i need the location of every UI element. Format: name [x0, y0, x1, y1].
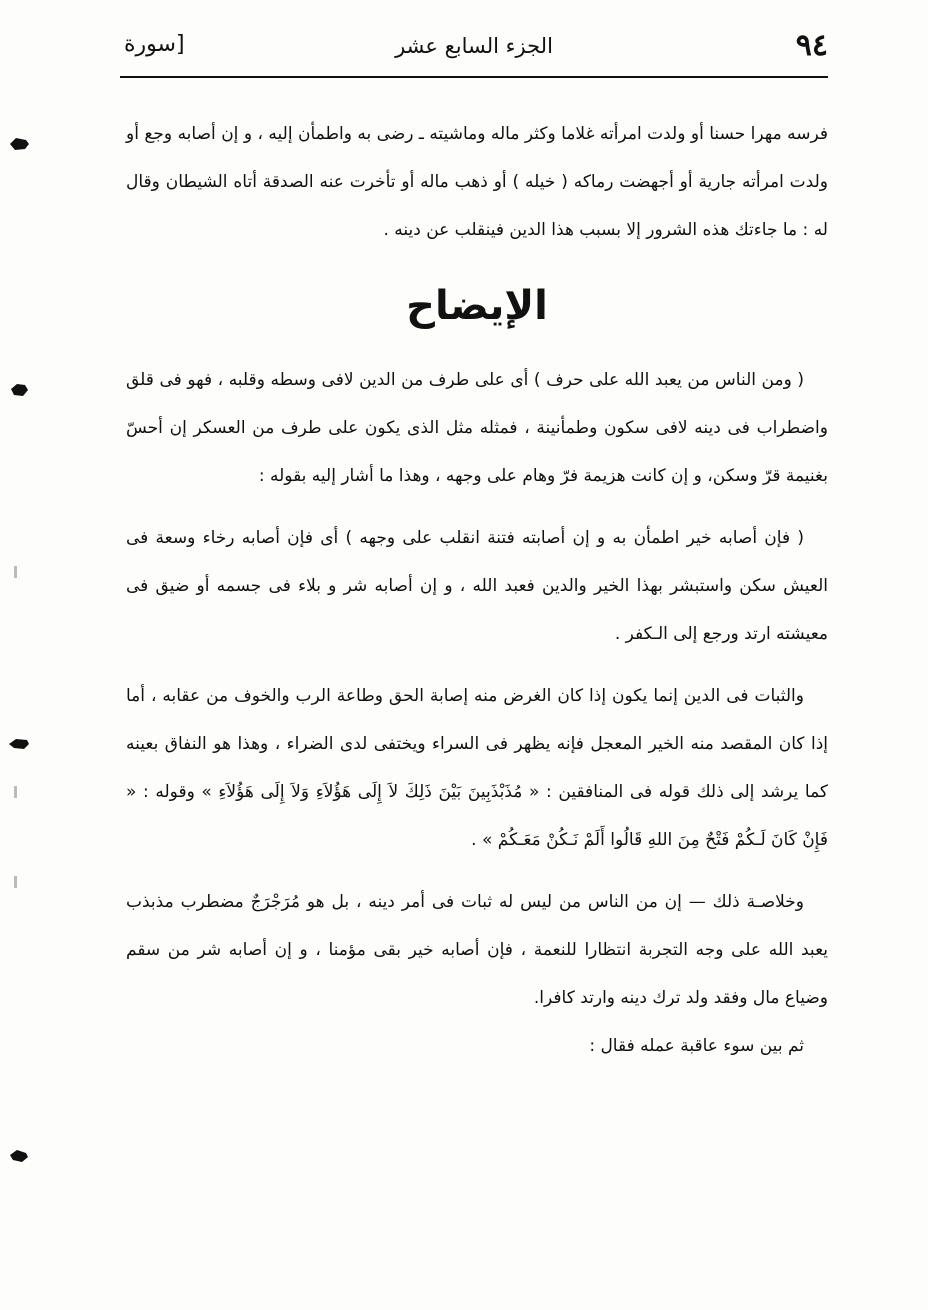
paragraph-intro: فرسه مهرا حسنا أو ولدت امرأته غلاما وكثر ماله وماشيته ـ رضى به واطمأن إليه ، و إن أصابه وجع أو ولدت امرأته جارية أو أجهضت رماكه ( خيله ) أو ذهب ماله أو تأخرت عنه الصدقة أتاه الشيطان وقال له : ما جاءتك هذه الشرور إلا بسبب هذا الدين فينقلب عن دينه . — [126, 124, 828, 240]
section-heading: الإيضاح — [406, 283, 548, 329]
paragraph-transition: ثم بين سوء عاقبة عمله فقال : — [589, 1036, 804, 1056]
binding-mark — [8, 1148, 30, 1164]
binding-mark — [8, 382, 30, 398]
page-header — [120, 26, 828, 80]
paragraph-verse-continuation: ( فإن أصابه خير اطمأن به و إن أصابته فتنة انقلب على وجهه ) أى فإن أصابه رخاء وسعة فى العيش سكن واستبشر بهذا الخير والدين فعبد الله ، و إن أصابه شر و بلاء فى جسمه أو ضيق فى معيشته ارتد ورجع إلى الـكفر . — [126, 528, 828, 644]
paragraph-steadfastness: والثبات فى الدين إنما يكون إذا كان الغرض منه إصابة الحق وطاعة الرب والخوف من عقابه ، أما إذا كان المقصد منه الخير المعجل فإنه يظهر فى السراء ويختفى لدى الضراء ، وهذا هو النفاق بعينه كما يرشد إلى ذلك قوله فى المنافقين : « مُذَبْذَبِينَ بَيْنَ ذَلِكَ لاَ إِلَى هَؤُلاَءِ وَلاَ إِلَى هَؤُلاَءِ » وقوله : « فَإِنْ كَانَ لَـكُمْ فَتْحٌ مِنَ اللهِ قَالُوا أَلَمْ نَـكُنْ مَعَـكُمْ » . — [126, 686, 828, 850]
page-body — [126, 110, 828, 1070]
running-title: الجزء السابع عشر — [395, 34, 553, 58]
header-rule — [120, 76, 828, 78]
binding-mark — [8, 736, 30, 752]
paragraph-summary: وخلاصـة ذلك — إن من الناس من ليس له ثبات فى أمر دينه ، بل هو مُرَجْرَجٌ مضطرب مذبذب يعبد الله على وجه التجربة انتظارا للنعمة ، فإن أصابه خير بقى مؤمنا ، و إن أصابه شر من سقم وضياع مال وفقد ولد ترك دينه وارتد كافرا. — [126, 892, 828, 1008]
scan-speck — [14, 786, 17, 798]
paragraph-gap — [126, 864, 828, 878]
page-number: ٩٤ — [795, 28, 828, 63]
paragraph-gap — [126, 500, 828, 514]
surah-label: [سورة — [124, 32, 185, 57]
paragraph-gap — [126, 658, 828, 672]
binding-mark — [8, 136, 30, 152]
paragraph-verse-explanation: ( ومن الناس من يعبد الله على حرف ) أى على طرف من الدين لافى وسطه وقلبه ، فهو فى قلق واضطراب فى دينه لافى سكون وطمأنينة ، فمثله مثل الذى يكون على طرف من العسكر إن أحسّ بغنيمة قرّ وسكن، و إن كانت هزيمة فرّ وهام على وجهه ، وهذا ما أشار إليه بقوله : — [126, 370, 828, 486]
scan-speck — [14, 566, 17, 578]
scan-speck — [14, 876, 17, 888]
